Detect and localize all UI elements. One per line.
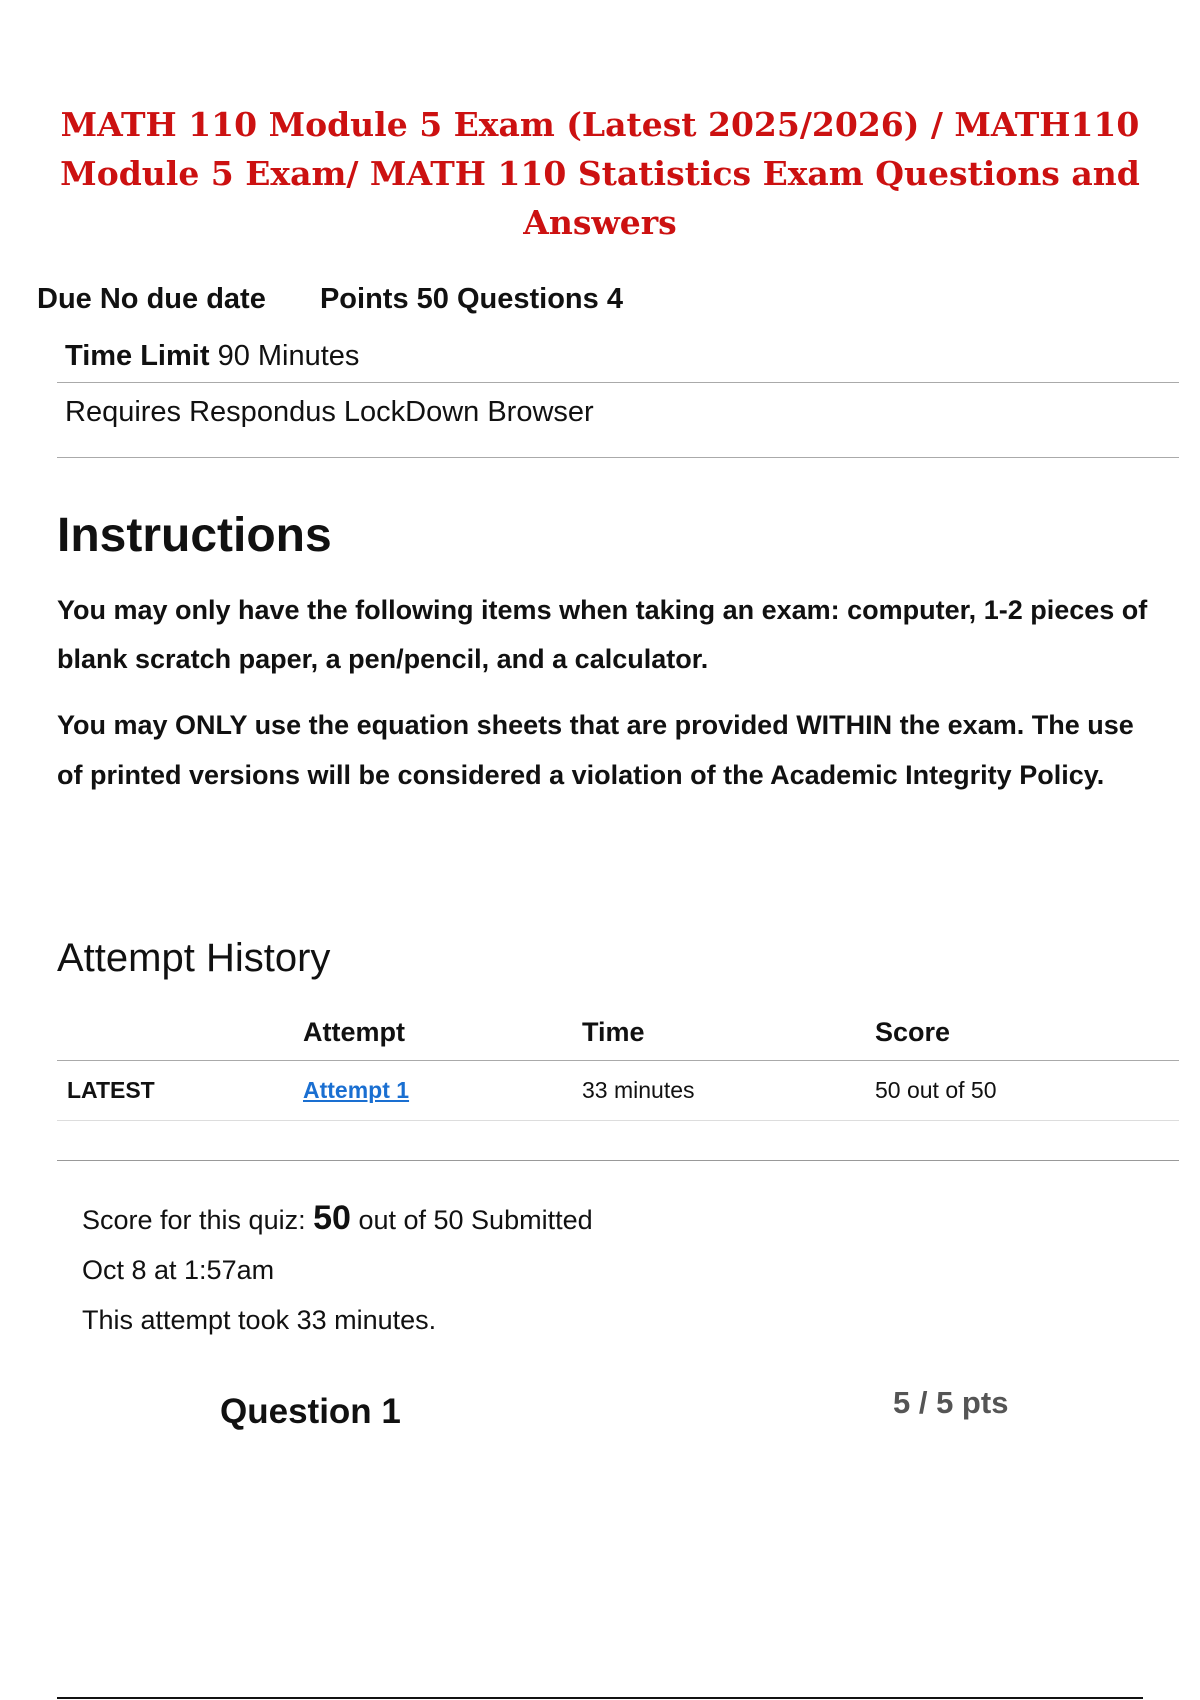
quiz-score-summary (82, 1193, 593, 1345)
question-points: 5 / 5 pts (893, 1385, 1009, 1420)
question-title: Question 1 (220, 1392, 401, 1431)
exam-meta-row (37, 283, 623, 316)
column-header-time: Time (582, 1017, 645, 1047)
page-bottom-rule (57, 1697, 1143, 1699)
table-row (57, 1061, 1179, 1121)
column-header-attempt: Attempt (303, 1017, 405, 1047)
points-value: 50 (416, 283, 449, 315)
time-limit-label: Time Limit (65, 340, 210, 372)
instructions-paragraph-2: You may ONLY use the equation sheets that are provided WITHIN the exam. The use of printed versions will be considered a violation of the Academic Integrity Policy. (57, 710, 1134, 790)
score-line (82, 1193, 593, 1245)
attempt-1-link[interactable]: Attempt 1 (303, 1077, 410, 1103)
score-prefix: Score for this quiz: (82, 1205, 306, 1235)
lockdown-requirement-text: Requires Respondus LockDown Browser (65, 396, 594, 428)
time-limit-row (57, 340, 1179, 383)
latest-tag: LATEST (67, 1077, 155, 1103)
due-label: Due (37, 283, 92, 315)
instructions-heading: Instructions (57, 509, 332, 562)
questions-label: Questions (456, 283, 599, 315)
questions-value: 4 (606, 283, 623, 315)
points-label: Points (319, 283, 409, 315)
due-value: No due date (99, 283, 266, 315)
document-title: MATH 110 Module 5 Exam (Latest 2025/2026) / MATH110 Module 5 Exam/ MATH 110 Statistics Exam Questions and Answers (60, 105, 1140, 242)
attempt-time: 33 minutes (582, 1077, 695, 1103)
time-limit-value: 90 Minutes (217, 340, 360, 372)
table-header (57, 1015, 1179, 1061)
attempt-history-table (57, 1015, 1179, 1121)
score-suffix: out of 50 Submitted (358, 1205, 593, 1235)
attempt-history-heading: Attempt History (57, 936, 331, 980)
attempt-score: 50 out of 50 (875, 1077, 997, 1103)
score-value: 50 (313, 1199, 351, 1237)
attempt-duration: This attempt took 33 minutes. (82, 1305, 437, 1335)
section-divider (57, 1160, 1179, 1161)
lockdown-requirement (57, 396, 1179, 458)
instructions-paragraph-1: You may only have the following items when taking an exam: computer, 1-2 pieces of blank scratch paper, a pen/pencil, and a calculator. (57, 595, 1148, 674)
column-header-score: Score (875, 1017, 951, 1047)
submitted-at: Oct 8 at 1:57am (82, 1255, 275, 1285)
